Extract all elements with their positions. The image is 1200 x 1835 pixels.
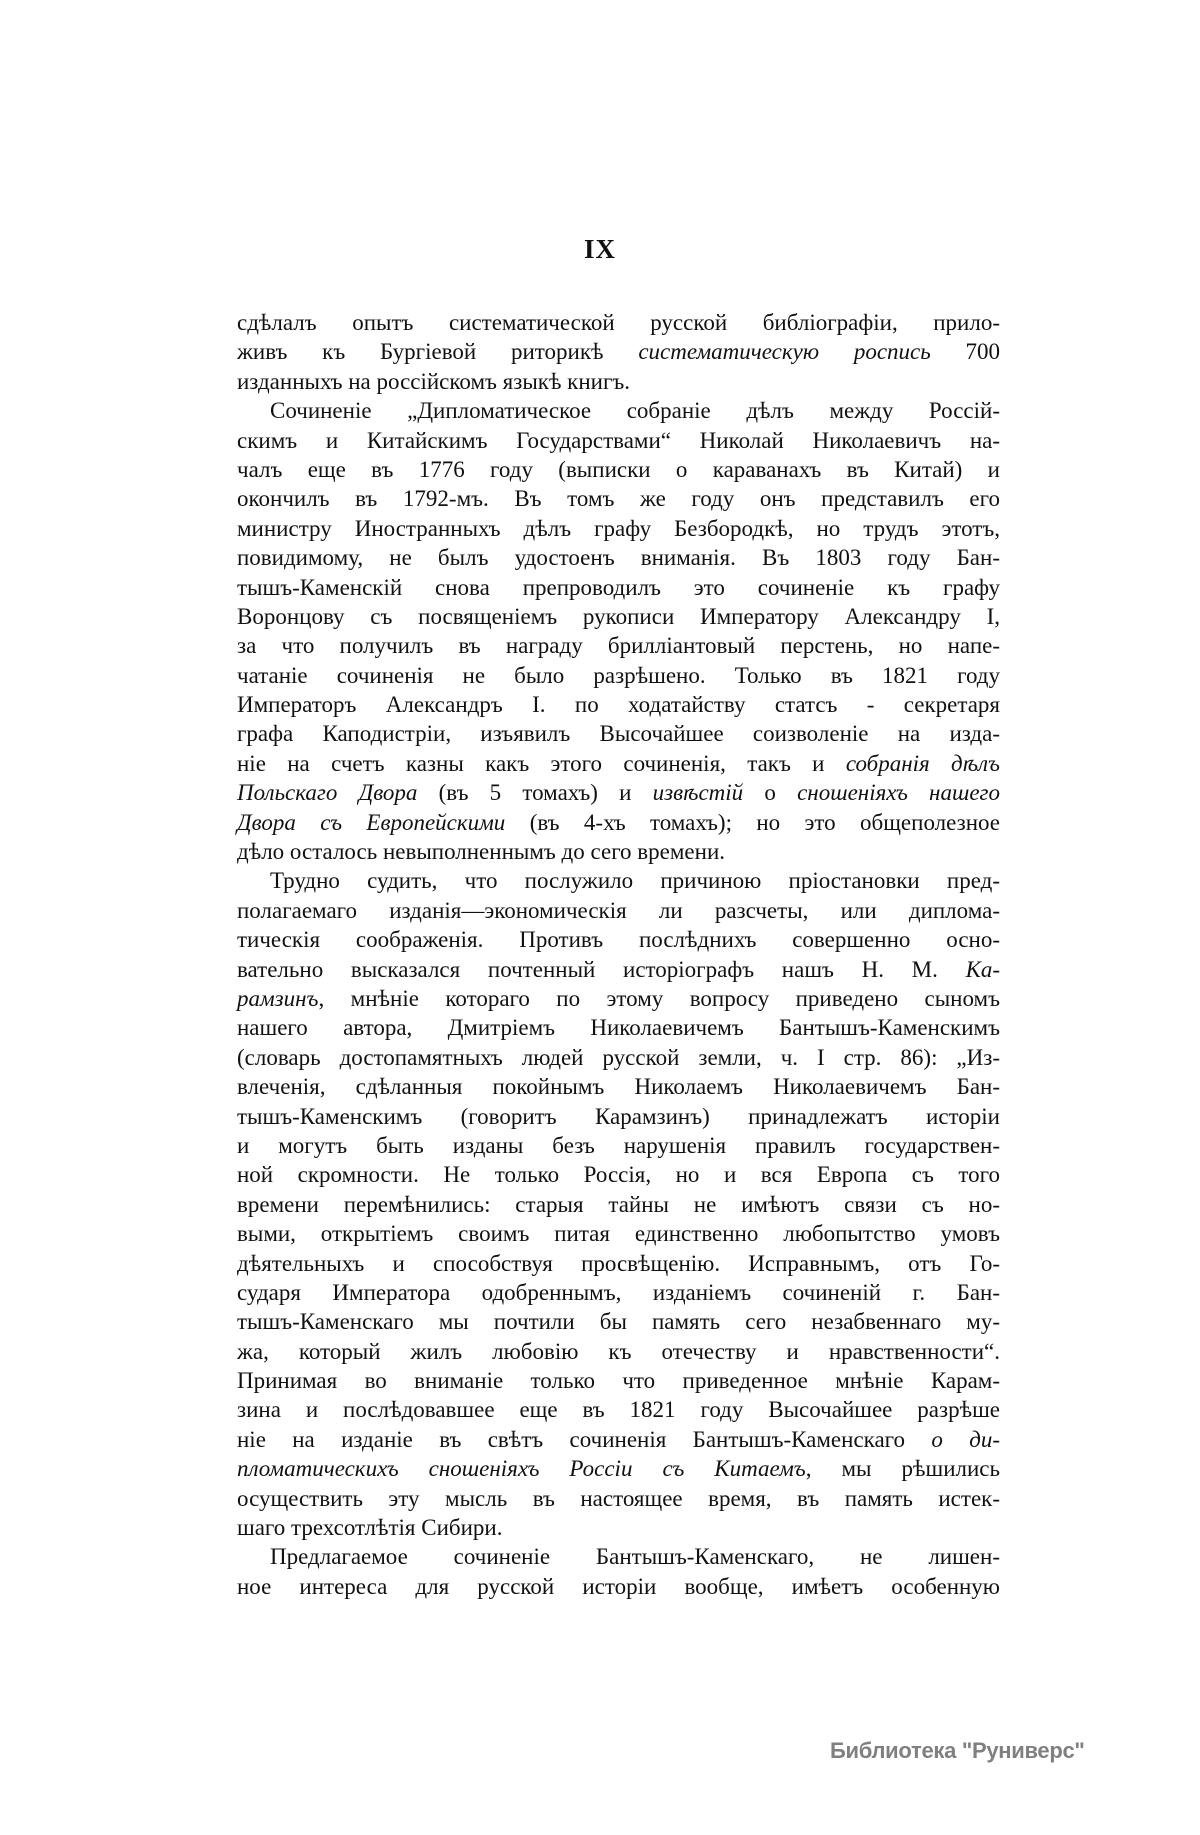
text-line <box>237 1043 1000 1072</box>
italic-title-text: извѣстій <box>652 780 744 806</box>
text-line <box>237 1219 1000 1248</box>
text-line <box>237 1013 1000 1042</box>
italic-title-text: о ди- <box>931 1426 1000 1452</box>
text-segment: вательно высказался почтенный исторіографъ нашъ Н. М. <box>237 956 966 982</box>
text-line <box>237 631 1000 660</box>
italic-title-text: Двора съ Европейскими <box>237 809 506 835</box>
italic-title-text: пломатическихъ сношеніяхъ Россіи съ Китаемъ <box>237 1456 806 1482</box>
text-line <box>237 719 1000 748</box>
text-line <box>237 955 1000 984</box>
text-segment: (въ 4-хъ томахъ); но это общеполезное <box>505 809 1001 835</box>
text-line <box>237 573 1000 602</box>
text-segment: выми, открытіемъ своимъ питая единственно любопытство умовъ <box>237 1221 1000 1247</box>
text-line <box>237 1572 1000 1601</box>
text-segment: , мы рѣшились <box>805 1456 1001 1482</box>
library-watermark[interactable]: Библиотека "Руниверс" <box>830 1738 1085 1763</box>
text-line <box>237 808 1000 837</box>
text-segment: окончилъ въ 1792-мъ. Въ томъ же году онъ представилъ его <box>237 486 1000 512</box>
text-segment: жа, который жилъ любовію къ отечеству и нравственности“. <box>237 1338 1000 1364</box>
text-segment: сдѣлалъ опытъ систематической русской библіографіи, прило- <box>237 310 1000 335</box>
paragraph-first-line <box>237 866 1000 895</box>
text-segment: тышъ-Каменскимъ (говоритъ Карамзинъ) принадлежатъ исторіи <box>237 1103 1000 1129</box>
text-segment: зина и послѣдовавшее еще въ 1821 году Высочайшее разрѣше <box>237 1397 1000 1423</box>
text-segment: нашего автора, Дмитріемъ Николаевичемъ Бантышъ-Каменскимъ <box>237 1015 1000 1041</box>
text-segment: тическія соображенія. Противъ послѣднихъ совершенно осно- <box>237 927 1000 953</box>
text-line <box>237 337 1000 366</box>
text-segment: , мнѣніе котораго по этому вопросу приведено сыномъ <box>318 985 1000 1011</box>
text-line <box>237 984 1000 1013</box>
body-text <box>237 308 1000 1601</box>
text-segment: ніе на изданіе въ свѣтъ сочиненія Бантышъ-Каменскаго <box>237 1426 932 1452</box>
text-segment: влеченія, сдѣланныя покойнымъ Николаемъ Николаевичемъ Бан- <box>237 1074 1000 1100</box>
text-segment: и могутъ быть изданы безъ нарушенія правилъ государствен- <box>237 1132 1000 1158</box>
text-segment: о <box>743 780 798 806</box>
text-line <box>237 1307 1000 1336</box>
text-line <box>237 514 1000 543</box>
text-segment: дѣло осталось невыполненнымъ до сего времени. <box>237 839 725 865</box>
text-line <box>237 308 1000 337</box>
text-segment: графа Каподистріи, изъявилъ Высочайшее соизволеніе на изда- <box>237 721 1000 747</box>
text-segment: Трудно судить, что послужило причиною пріостановки пред- <box>270 868 1000 894</box>
text-segment: времени перемѣнились: старыя тайны не имѣютъ связи съ но- <box>237 1191 1000 1217</box>
text-segment: министру Иностранныхъ дѣлъ графу Безбородкѣ, но трудъ этотъ, <box>237 515 1000 541</box>
text-segment: Воронцову съ посвященіемъ рукописи Императору Александру I, <box>237 603 1000 629</box>
text-segment: шаго трехсотлѣтія Сибири. <box>237 1515 503 1541</box>
text-line <box>237 1454 1000 1483</box>
text-line <box>237 1425 1000 1454</box>
text-line <box>237 778 1000 807</box>
text-line <box>237 690 1000 719</box>
text-line <box>237 1249 1000 1278</box>
paragraph-first-line <box>237 396 1000 425</box>
text-segment: скимъ и Китайскимъ Государствами“ Николай Николаевичъ на- <box>237 427 1000 453</box>
text-segment: Императоръ Александръ I. по ходатайству статсъ - секретаря <box>237 692 1000 718</box>
text-line <box>237 484 1000 513</box>
text-line <box>237 661 1000 690</box>
text-line <box>237 1190 1000 1219</box>
text-line <box>237 896 1000 925</box>
text-line <box>237 1395 1000 1424</box>
paragraph-first-line <box>237 1542 1000 1571</box>
text-line <box>237 1102 1000 1131</box>
italic-title-text: рамзинъ <box>237 985 319 1011</box>
text-segment: чалъ еще въ 1776 году (выписки о караванахъ въ Китай) и <box>237 456 1000 482</box>
text-segment: Предлагаемое сочиненіе Бантышъ-Каменскаго, не лишен- <box>270 1544 1000 1570</box>
italic-title-text: Ка- <box>965 956 1000 982</box>
text-line <box>237 367 1000 396</box>
text-line <box>237 1131 1000 1160</box>
italic-title-text: систематическую роспись <box>638 339 931 365</box>
text-segment: живъ къ Бургіевой риторикѣ <box>237 339 639 365</box>
text-segment: ной скромности. Не только Россія, но и вся Европа съ того <box>237 1162 1000 1188</box>
text-segment: дѣятельныхъ и способствуя просвѣщенію. Исправнымъ, отъ Го- <box>237 1250 1000 1276</box>
text-segment: (словарь достопамятныхъ людей русской земли, ч. I стр. 86): „Из- <box>237 1044 1000 1070</box>
text-line <box>237 426 1000 455</box>
text-line <box>237 1366 1000 1395</box>
text-segment: Сочиненіе „Дипломатическое собраніе дѣлъ между Россій- <box>270 398 1000 424</box>
text-line <box>237 749 1000 778</box>
text-segment: изданныхъ на россійскомъ языкѣ книгъ. <box>237 368 631 394</box>
text-line <box>237 1278 1000 1307</box>
text-segment: (въ 5 томахъ) и <box>417 780 653 806</box>
text-line <box>237 1160 1000 1189</box>
text-segment: тышъ-Каменскаго мы почтили бы память сего незабвеннаго му- <box>237 1309 1000 1335</box>
italic-title-text: Польскаго Двора <box>237 780 418 806</box>
text-segment: полагаемаго изданія—экономическія ли разсчеты, или диплома- <box>237 897 1000 923</box>
text-line <box>237 1513 1000 1542</box>
text-line <box>237 837 1000 866</box>
text-segment: сударя Императора одобреннымъ, изданіемъ сочиненій г. Бан- <box>237 1279 1000 1305</box>
text-line <box>237 1337 1000 1366</box>
text-line <box>237 925 1000 954</box>
text-segment: Принимая во вниманіе только что приведенное мнѣніе Карам- <box>237 1368 1000 1394</box>
text-line <box>237 1072 1000 1101</box>
text-line <box>237 602 1000 631</box>
italic-title-text: собранія дѣлъ <box>845 750 1000 776</box>
text-segment: осуществить эту мысль въ настоящее время, въ память истек- <box>237 1485 1000 1511</box>
italic-title-text: сношеніяхъ нашего <box>797 780 1001 806</box>
text-segment: за что получилъ въ награду брилліантовый перстень, но напе- <box>237 633 1000 659</box>
text-segment: ное интереса для русской исторіи вообще, имѣетъ особенную <box>237 1573 1000 1599</box>
text-line <box>237 455 1000 484</box>
text-line <box>237 1484 1000 1513</box>
text-segment: повидимому, не былъ удостоенъ вниманія. Въ 1803 году Бан- <box>237 545 1000 571</box>
text-segment: 700 <box>930 339 1001 365</box>
text-segment: ніе на счетъ казны какъ этого сочиненія, такъ и <box>237 750 846 776</box>
text-segment: чатаніе сочиненія не было разрѣшено. Только въ 1821 году <box>237 662 1000 688</box>
text-line <box>237 543 1000 572</box>
page-number: IX <box>583 234 616 264</box>
text-segment: тышъ-Каменскій снова препроводилъ это сочиненіе къ графу <box>237 574 1000 600</box>
